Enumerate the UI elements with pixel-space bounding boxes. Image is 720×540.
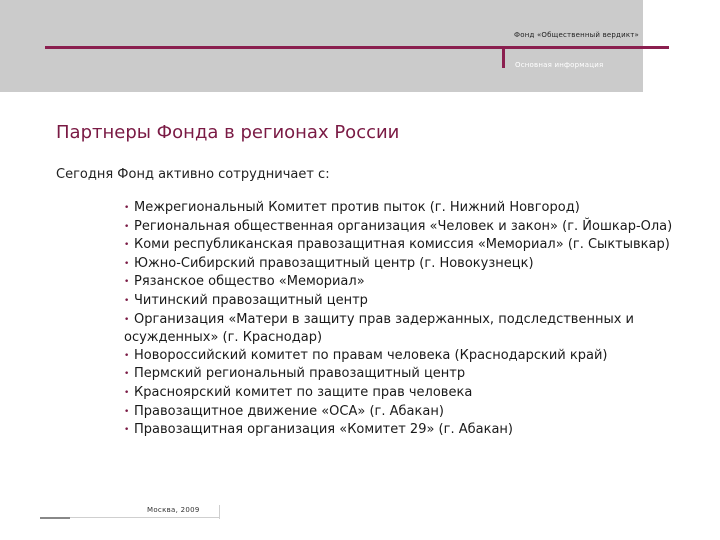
partner-name: Рязанское общество «Мемориал» bbox=[134, 274, 365, 290]
list-item bbox=[124, 347, 684, 366]
partners-list bbox=[124, 199, 684, 440]
intro-text: Сегодня Фонд активно сотрудничает с: bbox=[56, 167, 330, 182]
partner-name: Новороссийский комитет по правам человека (Краснодарский край) bbox=[134, 347, 608, 363]
footer-accent bbox=[40, 517, 70, 519]
list-item bbox=[124, 365, 684, 384]
bullet-icon: • bbox=[124, 314, 130, 325]
fund-name: Фонд «Общественный вердикт» bbox=[514, 31, 640, 39]
bullet-icon: • bbox=[124, 240, 130, 251]
accent-divider bbox=[45, 46, 669, 49]
slide-title: Партнеры Фонда в регионах России bbox=[56, 122, 400, 143]
list-item bbox=[124, 421, 684, 440]
list-item bbox=[124, 255, 684, 274]
list-item bbox=[124, 384, 684, 403]
bullet-icon: • bbox=[124, 406, 130, 417]
list-item bbox=[124, 311, 684, 347]
bullet-icon: • bbox=[124, 221, 130, 232]
partner-name: Правозащитная организация «Комитет 29» (г. Абакан) bbox=[134, 422, 513, 438]
partner-name: Пермский региональный правозащитный центр bbox=[134, 366, 466, 382]
list-item bbox=[124, 199, 684, 218]
bullet-icon: • bbox=[124, 258, 130, 269]
list-item bbox=[124, 236, 684, 255]
footer-tick bbox=[219, 505, 220, 519]
partner-name: Межрегиональный Комитет против пыток (г. Нижний Новгород) bbox=[134, 200, 580, 215]
bullet-icon: • bbox=[124, 369, 130, 380]
accent-tick bbox=[502, 48, 505, 68]
list-item bbox=[124, 273, 684, 292]
section-label: Основная информация bbox=[515, 61, 604, 69]
bullet-icon: • bbox=[124, 387, 130, 398]
partner-name: Коми республиканская правозащитная комиссия «Мемориал» (г. Сыктывкар) bbox=[134, 237, 670, 253]
bullet-icon: • bbox=[124, 350, 130, 361]
partner-name: Организация «Матери в защиту прав задержанных, подследственных и осужденных» (г. Краснодар) bbox=[124, 311, 634, 346]
list-item bbox=[124, 292, 684, 311]
partner-name: Южно-Сибирский правозащитный центр (г. Новокузнецк) bbox=[134, 255, 534, 271]
bullet-icon: • bbox=[124, 203, 130, 213]
partner-name: Правозащитное движение «ОСА» (г. Абакан) bbox=[134, 403, 444, 419]
bullet-icon: • bbox=[124, 277, 130, 288]
list-item bbox=[124, 218, 684, 237]
partner-name: Региональная общественная организация «Человек и закон» (г. Йошкар-Ола) bbox=[134, 218, 673, 234]
partner-name: Красноярский комитет по защите прав человека bbox=[134, 384, 473, 400]
bullet-icon: • bbox=[124, 425, 130, 436]
footer-city-year: Москва, 2009 bbox=[147, 506, 200, 514]
partner-name: Читинский правозащитный центр bbox=[134, 292, 368, 308]
bullet-icon: • bbox=[124, 295, 130, 306]
list-item bbox=[124, 403, 684, 422]
